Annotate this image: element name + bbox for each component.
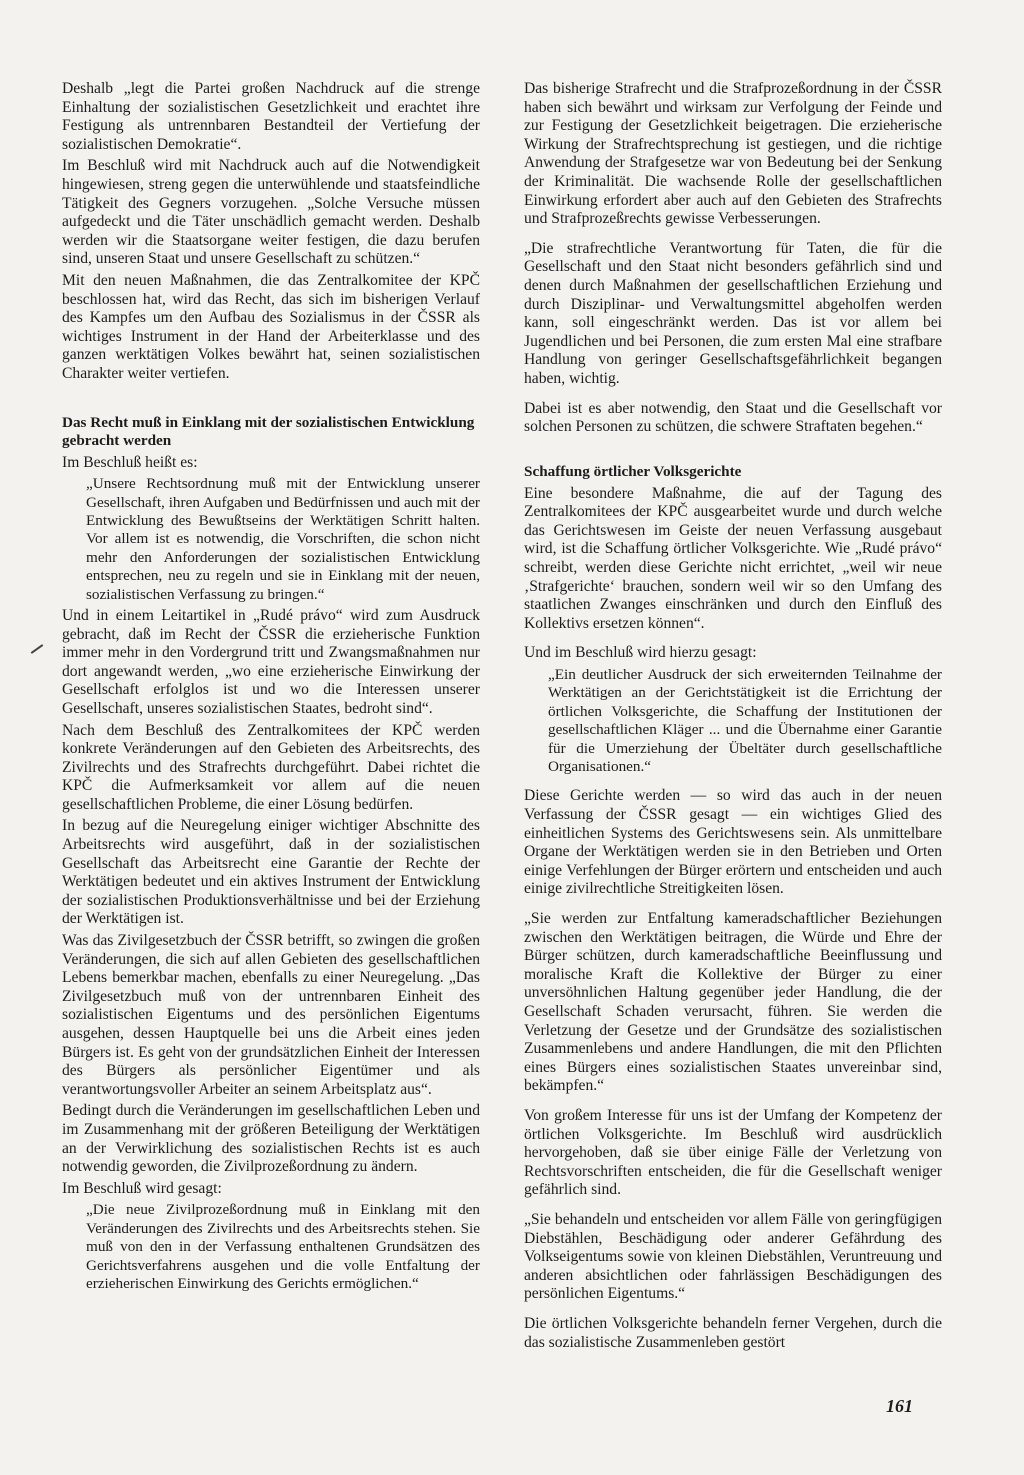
paragraph: „Sie behandeln und entscheiden vor allem Fälle von geringfügigen Diebstählen, Beschädigung oder anderer Gefährdung des Volkseigentums sowie von kleinen Diebstählen, Veruntreuung und anderen absichtlichen oder fahrlässigen Beschädigungen des persönlichen Eigentums.“ <box>524 1210 942 1303</box>
paragraph: Und in einem Leitartikel in „Rudé právo“ wird zum Ausdruck gebracht, daß im Recht der ČSSR die erzieherische Funktion immer mehr in den Vordergrund tritt und Zwangsmaßnahmen nur dort angewandt werden, „wo eine erzieherische Einwirkung der Gesellschaft erfolglos ist und wo die Interessen unserer Gesellschaft, unseres sozialistischen Staates, bedroht sind“. <box>62 606 480 717</box>
paragraph: Und im Beschluß wird hierzu gesagt: <box>524 644 757 662</box>
paragraph: Im Beschluß heißt es: <box>62 453 198 471</box>
paragraph: Die örtlichen Volksgerichte behandeln ferner Vergehen, durch die das sozialistische Zusammenleben gestört <box>524 1314 942 1351</box>
margin-mark <box>31 644 44 654</box>
paragraph: In bezug auf die Neuregelung einiger wichtiger Abschnitte des Arbeitsrechts wird ausgeführt, daß in der sozialistischen Gesellschaft das Arbeitsrecht eine Garantie der Rechte der Werktätigen bedeutet und ein aktives Instrument der Entwicklung der sozialistischen Produktionsverhältnisse und bei der Erziehung der Werktätigen ist. <box>62 817 480 928</box>
block-quote: „Die neue Zivilprozeßordnung muß in Einklang mit den Veränderungen des Zivilrechts und des Arbeitsrechts stehen. Sie muß von den in der Verfassung enthaltenen Grundsätzen des Gerichtsverfahrens ausgehen und die volle Entfaltung der erzieherischen Einwirkung des Gerichts ermöglichen.“ <box>86 1201 480 1292</box>
paragraph: Im Beschluß wird mit Nachdruck auch auf die Notwendigkeit hingewiesen, streng gegen die unterwühlende und staatsfeindliche Tätigkeit des Gegners vorzugehen. „Solche Versuche müssen aufgedeckt und die Täter unschädlich gemacht werden. Deshalb werden wir die Staatsorgane weiter festigen, die dazu berufen sind, unseren Staat und unsere Gesellschaft zu schützen.“ <box>62 157 480 268</box>
paragraph: Deshalb „legt die Partei großen Nachdruck auf die strenge Einhaltung der sozialistischen Gesetzlichkeit und erachtet ihre Festigung als untrennbaren Bestandteil der Vertiefung der sozialistischen Demokratie“. <box>62 80 480 153</box>
paragraph: Bedingt durch die Veränderungen im gesellschaftlichen Leben und im Zusammenhang mit der größeren Beteiligung der Werktätigen an der Verwirklichung des sozialistischen Rechts ist es auch notwendig geworden, die Zivilprozeßordnung zu ändern. <box>62 1102 480 1176</box>
paragraph: Dabei ist es aber notwendig, den Staat und die Gesellschaft vor solchen Personen zu schützen, die schwere Straftaten begehen.“ <box>524 399 942 436</box>
paragraph: „Die strafrechtliche Verantwortung für Taten, die für die Gesellschaft und den Staat nicht besonders gefährlich sind und denen durch Maßnahmen der gesellschaftlichen Erziehung und durch Disziplinar- und Verwaltungsmittel abgeholfen werden kann, soll eingeschränkt werden. Das ist vor allem bei Jugendlichen und bei Personen, die zum ersten Mal eine strafbare Handlung von geringer Gesellschaftsgefährlichkeit begangen haben, wichtig. <box>524 239 942 387</box>
paragraph: Das bisherige Strafrecht und die Strafprozeßordnung in der ČSSR haben sich bewährt und wirksam zur Verfolgung der Feinde und zur Festigung der Gesetzlichkeit beigetragen. Die erzieherische Wirkung der Strafrechtsprechung ist gestiegen, und die richtige Anwendung der Strafgesetze war von Bedeutung bei der Senkung der Kriminalität. Die wachsende Rolle der gesellschaftlichen Einwirkung erfordert aber auch auf den Gebieten des Strafrechts und Strafprozeßrechts gewisse Verbesserungen. <box>524 80 942 228</box>
paragraph: Mit den neuen Maßnahmen, die das Zentralkomitee der KPČ beschlossen hat, wird das Recht, das sich im bisherigen Verlauf des Kampfes um den Aufbau des Sozialismus in der ČSSR als wichtiges Instrument in der Hand der Arbeiterklasse und des ganzen werktätigen Volkes bewährt hat, seinen sozialistischen Charakter weiter vertiefen. <box>62 271 480 382</box>
block-quote: „Ein deutlicher Ausdruck der sich erweiternden Teilnahme der Werktätigen an der Gerichtstätigkeit ist die Errichtung der örtlichen Volksgerichte, die Schaffung der Institutionen der gesellschaftlichen Kläger ... und die Übernahme einer Garantie für die Umerziehung der Übeltäter durch gesellschaftliche Organisationen.“ <box>548 666 942 776</box>
right-column <box>524 80 942 1355</box>
paragraph: Im Beschluß wird gesagt: <box>62 1179 222 1197</box>
paragraph: Diese Gerichte werden — so wird das auch in der neuen Verfassung der ČSSR gesagt — ein wichtiges Glied des einheitlichen Systems des Gerichtswesens sein. Als unmittelbare Organe der Werktätigen werden sie in den Betrieben und Orten einige Verfehlungen der Bürger erörtern und entscheiden und auch einige zivilrechtliche Streitigkeiten lösen. <box>524 787 942 898</box>
section-heading: Das Recht muß in Einklang mit der sozialistischen Entwicklung gebracht werden <box>62 413 475 449</box>
paragraph: Eine besondere Maßnahme, die auf der Tagung des Zentralkomitees der KPČ ausgearbeitet wurde und durch welche das Gerichtswesen im Geiste der neuen Verfassung ausgebaut wird, ist die Schaffung örtlicher Volksgerichte. Wie „Rudé právo“ schreibt, werden diese Gerichte nicht errichtet, „weil wir neue ‚Strafgerichte‘ brauchen, sondern weil wir so den Umfang des staatlichen Zwanges einschränken und durch den Einfluß des Kollektivs ersetzen können“. <box>524 484 942 632</box>
left-column <box>62 80 480 1296</box>
section-heading: Schaffung örtlicher Volksgerichte <box>524 462 742 480</box>
page-number: 161 <box>886 1396 913 1416</box>
paragraph: Was das Zivilgesetzbuch der ČSSR betrifft, so zwingen die großen Veränderungen, die sich auf allen Gebieten des gesellschaftlichen Lebens bemerkbar machen, ebenfalls zu einer Neuregelung. „Das Zivilgesetzbuch muß von der untrennbaren Einheit des sozialistischen Eigentums und des persönlichen Eigentums ausgehen, dessen Hauptquelle bei uns die Arbeit eines jeden Bürgers ist. Es geht von der grundsätzlichen Einheit der Interessen des Bürgers als persönlicher Eigentümer und als verantwortungsvoller Arbeiter an seinem Arbeitsplatz aus“. <box>62 932 480 1098</box>
block-quote: „Unsere Rechtsordnung muß mit der Entwicklung unserer Gesellschaft, ihren Aufgaben und Bedürfnissen und auch mit der Entwicklung des Bewußtseins der Werktätigen Schritt halten. Vor allem ist es notwendig, die Vorschriften, die schon nicht mehr den Anforderungen der sozialistischen Entwicklung entsprechen, neu zu regeln und sie in Einklang mit der neuen, sozialistischen Verfassung zu bringen.“ <box>86 475 480 603</box>
paragraph: Nach dem Beschluß des Zentralkomitees der KPČ werden konkrete Veränderungen auf den Gebieten des Arbeitsrechts, des Zivilrechts und des Strafrechts durchgeführt. Dabei richtet die KPČ die Aufmerksamkeit vor allem auf die neuen gesellschaftlichen Probleme, die einer Lösung bedürfen. <box>62 721 480 813</box>
paragraph: Von großem Interesse für uns ist der Umfang der Kompetenz der örtlichen Volksgerichte. Im Beschluß wird ausdrücklich hervorgehoben, daß sie über einige Fälle der Verletzung von Rechtsvorschriften entscheiden, die für die Gesellschaft weniger gefährlich sind. <box>524 1106 942 1199</box>
paragraph: „Sie werden zur Entfaltung kameradschaftlicher Beziehungen zwischen den Werktätigen beitragen, die Würde und Ehre der Bürger schützen, durch kameradschaftliche Beeinflussung und moralische Kraft die Kollektive der Bürger zu einer unversöhnlichen Haltung gegenüber jeder Handlung, die der Gesellschaft Schaden verursacht, führen. Sie werden die Verletzung der Gesetze und der Grundsätze des sozialistischen Zusammenlebens und andere Handlungen, die mit den Pflichten eines Bürgers eines sozialistischen Staates unvereinbar sind, bekämpfen.“ <box>524 910 942 1095</box>
